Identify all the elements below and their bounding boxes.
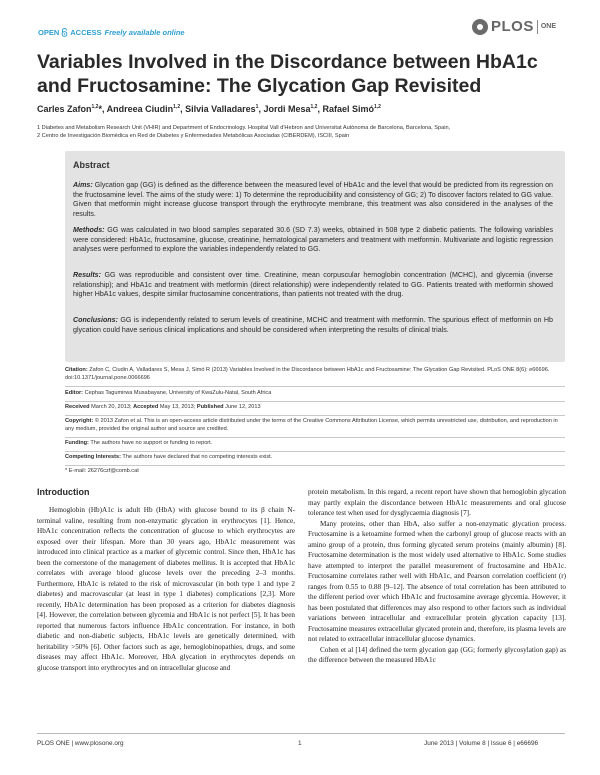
affiliations: [37, 124, 567, 140]
aims-label: Aims:: [73, 181, 93, 189]
meta-divider: [65, 451, 565, 452]
editor: [65, 390, 565, 398]
published-date: June 12, 2013: [223, 404, 261, 410]
meta-divider: [65, 415, 565, 416]
funding-label: Funding:: [65, 440, 89, 446]
right-column: [308, 487, 566, 666]
footer-journal[interactable]: PLOS ONE | www.plosone.org: [37, 740, 124, 747]
footer-divider: [37, 733, 565, 734]
funding: [65, 440, 565, 448]
freely-available-label: Freely available online: [104, 28, 185, 37]
published-label: Published: [196, 404, 224, 410]
copyright-label: Copyright:: [65, 418, 94, 424]
received-label: Received: [65, 404, 90, 410]
meta-divider: [65, 437, 565, 438]
citation: [65, 367, 565, 383]
article-title: Variables Involved in the Discordance between HbA1c and Fructosamine: The Glycation Gap Revisited: [37, 51, 538, 97]
abstract-methods: [73, 226, 553, 255]
meta-divider: [65, 386, 565, 387]
open-access-banner: [38, 28, 185, 37]
accepted-label: Accepted: [133, 404, 159, 410]
intro-paragraph-1: Hemoglobin (Hb)A1c is adult Hb (HbA) with glucose bound to its β chain N-terminal valine, resulting from non-enzymatic glycation in erythrocytes [1]. Hence, HbA1c concentration reflects the concentration of glucose to which erythrocytes are exposed over their lifespan. More than 30 years ago, HbA1c measurement was introduced into clinical practice as a marker of glycemic control. Since then, HbA1c has been the cornerstone of the management of diabetes mellitus. It is accepted that HbA1c correlates with average blood glucose levels over the preceding 2–3 months. Furthermore, HbA1c is related to the risk of microvascular (in both type 1 and type 2 diabetes) and macrovascular (at least in type 1 diabetes) complications [2,3]. More recently, HbA1c determination has been proposed as a criterion for diabetes diagnosis [4]. However, the correlation between glycemia and HbA1c is not perfect [5]. It has been reported that numerous factors influence HbA1c concentration. For instance, in both diabetic and non-diabetic subjects, HbA1c levels are genetically determined, with heritability >50% [6]. Other factors such as age, hemoglobinopathies, drugs, and some diseases may affect HbA1c. Moreover, HbA glycation in erythrocytes depends on glucose transport into erythrocytes and on intracellular glucose and: [37, 506, 295, 672]
intro-paragraph-continued: protein metabolism. In this regard, a recent report have shown that hemoglobin glycation may partly explain the discordance between HbA1c measurements and oral glucose tolerance test when used for dysglycaemia diagnosis [7].: [308, 488, 566, 517]
access-label: ACCESS: [70, 28, 102, 37]
introduction-heading: Introduction: [37, 487, 90, 497]
abstract-results: [73, 271, 553, 300]
abstract-aims: [73, 181, 553, 219]
copyright: [65, 418, 565, 434]
one-wordmark: ONE: [540, 23, 557, 30]
plos-one-logo: [472, 18, 556, 35]
copyright-text: © 2013 Zafon et al. This is an open-access article distributed under the terms of the Creative Commons Attribution License, which permits unrestricted use, distribution, and reproduction in any medium, provided the original author and source are credited.: [65, 418, 558, 432]
footer-issue: June 2013 | Volume 8 | Issue 6 | e66696: [424, 740, 539, 747]
citation-text: Zafon C, Ciudin A, Valladares S, Mesa J, Simó R (2013) Variables Involved in the Discordance between HbA1c and Fructosamine: The Glycation Gap Revisited. PLoS ONE 8(6): e66696. doi:10.1371/journal.pone.0066696: [65, 367, 550, 381]
abstract-heading: Abstract: [73, 160, 110, 170]
open-access-lock-icon: [61, 28, 68, 37]
meta-divider: [65, 465, 565, 466]
methods-label: Methods:: [73, 226, 105, 234]
logo-divider: [537, 20, 538, 34]
competing-interests: [65, 454, 565, 462]
citation-label: Citation:: [65, 367, 88, 373]
conclusions-label: Conclusions:: [73, 316, 118, 324]
author-list: Carles Zafon$^{1,2}$*, Andreea Ciudin$^{1,2}$, Silvia Valladares$^1$, Jordi Mesa$^{1,2}$, Rafael Simó$^{1,2}$: [37, 104, 381, 114]
meta-divider: [65, 401, 565, 402]
dates: [65, 404, 565, 412]
affiliation-1: 1 Diabetes and Metabolism Research Unit (VHIR) and Department of Endocrinology. Hospital Vall d'Hebron and Universitat Autònoma de Barcelona, Barcelona, Spain,: [37, 125, 451, 131]
plos-circle-icon: [472, 19, 488, 35]
results-label: Results:: [73, 271, 101, 279]
results-text: GG was reproducible and consistent over time. Creatinine, mean corpuscular hemoglobin concentration (MCHC), and glycemia (inverse relationship); and HbA1c and treatment with metformin (direct relationship) were independently related to GG. Patients treated with metformin showed higher HbA1c values, despite similar fructosamine concentrations, than patients not treated with the drug.: [73, 271, 553, 299]
affiliation-2: 2 Centro de Investigación Biomédica en Red de Diabetes y Enfermedades Metabólicas Asociadas (CIBERDEM), ISCIII, Spain: [37, 133, 350, 139]
competing-text: The authors have declared that no competing interests exist.: [120, 454, 273, 460]
methods-text: GG was calculated in two blood samples separated 30.6 (SD 7.3) weeks, obtained in 508 type 2 diabetic patients. The following variables were considered: HbA1c, fructosamine, glucose, creatinine, hematological parameters and treatment with metformin. Multivariate and logistic regression analyses were performed to explore the variables independently related to GG.: [73, 226, 553, 254]
email[interactable]: [65, 468, 565, 476]
received-date: March 20, 2013;: [89, 404, 134, 410]
open-label: OPEN: [38, 28, 60, 37]
funding-text: The authors have no support or funding to report.: [88, 440, 213, 446]
competing-label: Competing Interests:: [65, 454, 121, 460]
editor-label: Editor:: [65, 390, 84, 396]
aims-text: Glycation gap (GG) is defined as the difference between the measured level of HbA1c and the level that would be predicted from its regression on the fructosamine level. The aims of the study were: 1) To determine the reproducibility and consistency of GG; 2) To discover factors related to GG value. Given that metformin might increase glucose transport through the erythrocyte membrane, this treatment was also considered in the analyses of the results.: [73, 181, 553, 218]
editor-text: Cephas Tagumirwa Musabayane, University of KwaZulu-Natal, South Africa: [83, 390, 272, 396]
email-text[interactable]: * E-mail: 26276czf@comb.cat: [65, 468, 139, 474]
page-number: 1: [298, 740, 302, 747]
left-column: [37, 505, 295, 673]
intro-paragraph-3: Cohen et al [14] defined the term glycation gap (GG; formerly glycosylation gap) as the difference between the measured HbA1c: [308, 645, 566, 664]
accepted-date: May 13, 2013;: [158, 404, 197, 410]
intro-paragraph-2: Many proteins, other than HbA, also suffer a non-enzymatic glycation process. Fructosamine is a ketoamine formed when the carbonyl group of glucose reacts with an amino group of a protein, thus forming glycated serum proteins (mainly albumin) [8]. Fructosamine determination is the most widely used alternative to HbA1c. Some studies have attempted to interpret the parallel measurement of fructosamine and HbA1c. Fructosamine correlates rather well with HbA1c, and Pearson correlation coefficient (r) ranges from 0.55 to 0.88 [9–12]. The absence of total correlation has been attributed to the different period over which HbA1c and fructosamine average glycemia. However, it has been postulated that differences may also respond to other factors such as individual variations between intracellular and extracellular protein glycation capacity [13]. Fructosamine measures extracellular glycated protein and, therefore, its plasma levels are not related to extracellular intracellular glucose dynamics.: [308, 519, 566, 643]
abstract-conclusions: [73, 316, 553, 335]
plos-wordmark: PLOS: [491, 18, 534, 35]
conclusions-text: GG is independently related to serum levels of creatinine, MCHC and treatment with metformin. The spurious effect of metformin on Hb glycation could have serious clinical implications and should be considered when interpreting the results of clinical trials.: [73, 316, 553, 334]
